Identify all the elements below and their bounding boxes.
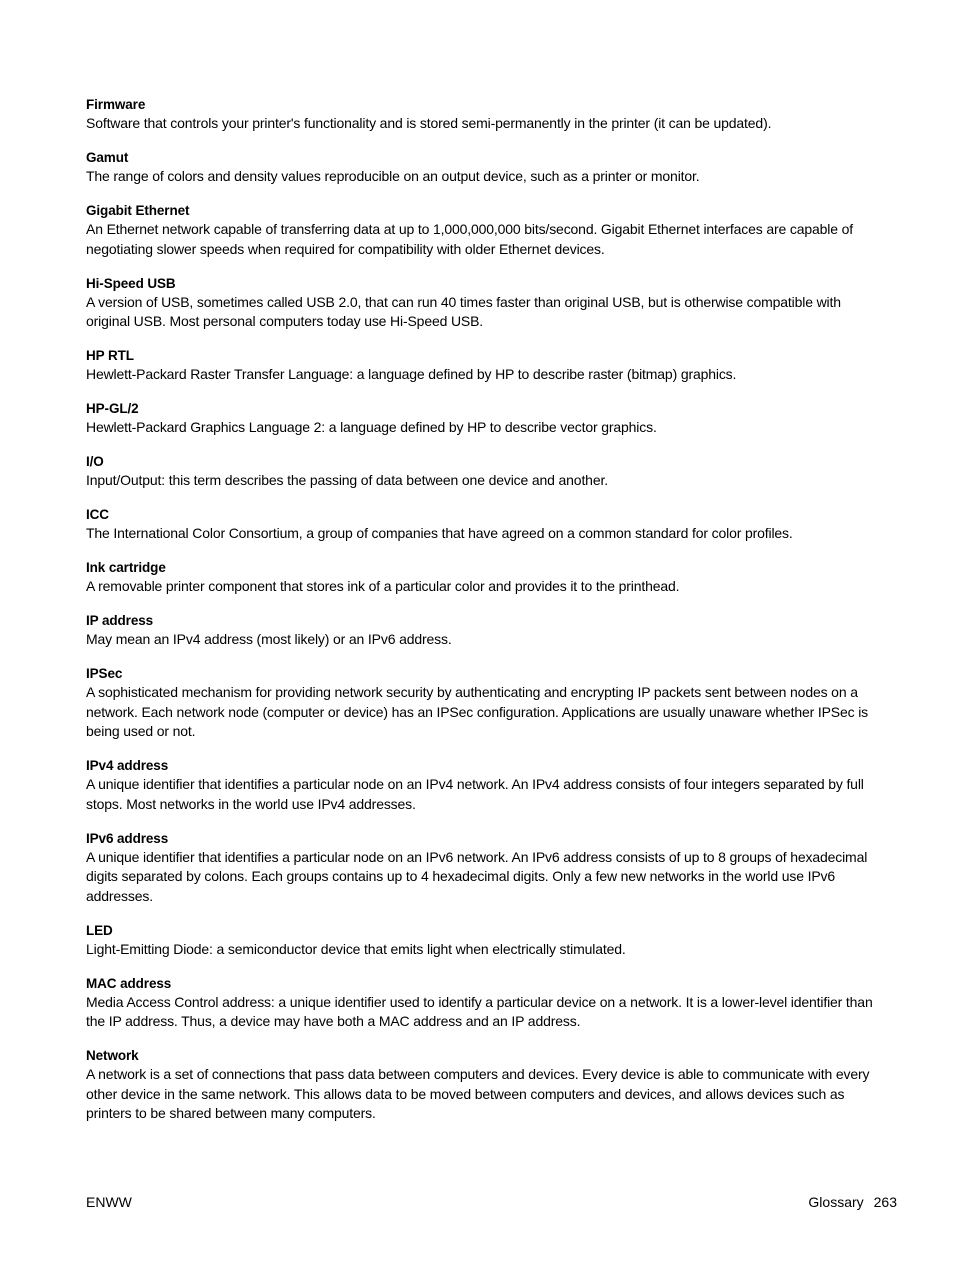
glossary-entry-hi-speed-usb — [86, 274, 886, 332]
glossary-definition: A unique identifier that identifies a particular node on an IPv4 network. An IPv4 address consists of four integers separated by full stops. Most networks in the world use IPv4 addresses. — [86, 776, 864, 812]
glossary-entry-ink-cartridge — [86, 558, 886, 597]
glossary-term: IPv4 address — [86, 758, 169, 773]
glossary-entry-hp-rtl — [86, 346, 886, 385]
footer-section-title: Glossary — [808, 1194, 864, 1210]
page-number: 263 — [873, 1194, 897, 1210]
glossary-entry-network — [86, 1046, 886, 1124]
glossary-entry-mac-address — [86, 974, 886, 1032]
glossary-definition: The range of colors and density values reproducible on an output device, such as a printer or monitor. — [86, 168, 700, 184]
glossary-definition: Hewlett-Packard Graphics Language 2: a language defined by HP to describe vector graphics. — [86, 419, 657, 435]
glossary-definition: A network is a set of connections that pass data between computers and devices. Every device is able to communicate with every other device in the same network. This allows data to be moved between computers and devices, and allows devices such as printers to be shared between many computers. — [86, 1066, 870, 1121]
glossary-term: Gamut — [86, 150, 129, 165]
glossary-term: IPSec — [86, 666, 123, 681]
glossary-entry-io — [86, 452, 886, 491]
glossary-definition: An Ethernet network capable of transferring data at up to 1,000,000,000 bits/second. Gigabit Ethernet interfaces are capable of negotiating slower speeds when required for compatibility with older Ethernet devices. — [86, 221, 854, 257]
glossary-definition: May mean an IPv4 address (most likely) or an IPv6 address. — [86, 631, 452, 647]
glossary-definition: A unique identifier that identifies a particular node on an IPv6 network. An IPv6 address consists of up to 8 groups of hexadecimal digits separated by colons. Each groups contains up to 4 hexadecimal digits. Only a few new networks in the world use IPv6 addresses. — [86, 848, 868, 904]
glossary-term: IP address — [86, 613, 154, 628]
glossary-term: ICC — [86, 507, 109, 522]
glossary-definition: The International Color Consortium, a group of companies that have agreed on a common standard for color profiles. — [86, 525, 793, 541]
glossary-definition: Media Access Control address: a unique identifier used to identify a particular device on a network. It is a lower-level identifier than the IP address. Thus, a device may have both a MAC address and an IP address. — [86, 993, 873, 1029]
glossary-term: LED — [86, 922, 113, 938]
glossary-definition: A removable printer component that stores ink of a particular color and provides it to the printhead. — [86, 578, 680, 594]
glossary-definition: Software that controls your printer's functionality and is stored semi-permanently in the printer (it can be updated). — [86, 115, 772, 131]
glossary-entry-led — [86, 921, 886, 960]
glossary-term: Firmware — [86, 97, 146, 112]
glossary-term: Gigabit Ethernet — [86, 203, 190, 218]
glossary-entry-gigabit-ethernet — [86, 201, 886, 259]
glossary-entry-firmware — [86, 95, 886, 134]
glossary-definition: Input/Output: this term describes the passing of data between one device and another. — [86, 472, 608, 488]
glossary-entry-hp-gl2 — [86, 399, 886, 438]
glossary-term: MAC address — [86, 975, 172, 991]
glossary-term: IPv6 address — [86, 830, 169, 846]
glossary-term: HP RTL — [86, 348, 134, 363]
glossary-entry-ip-address — [86, 611, 886, 650]
glossary-term: Hi-Speed USB — [86, 275, 176, 291]
glossary-list — [86, 95, 886, 1138]
glossary-definition: Hewlett-Packard Raster Transfer Language: a language defined by HP to describe raster (bitmap) graphics. — [86, 366, 737, 382]
glossary-definition: A sophisticated mechanism for providing network security by authenticating and encrypting IP packets sent between nodes on a network. Each network node (computer or device) has an IPSec configuration. Applications are usually unaware whether IPSec is being used or not. — [86, 684, 869, 739]
glossary-entry-ipv4-address — [86, 756, 886, 814]
glossary-entry-gamut — [86, 148, 886, 187]
glossary-term: Ink cartridge — [86, 560, 166, 575]
glossary-definition: A version of USB, sometimes called USB 2.0, that can run 40 times faster than original USB, but is otherwise compatible with original USB. Most personal computers today use Hi-Speed USB. — [86, 293, 841, 329]
glossary-term: I/O — [86, 454, 104, 469]
glossary-term: HP-GL/2 — [86, 401, 139, 416]
glossary-definition: Light-Emitting Diode: a semiconductor device that emits light when electrically stimulated. — [86, 940, 626, 957]
glossary-entry-ipsec — [86, 664, 886, 742]
glossary-term: Network — [86, 1048, 139, 1063]
footer-page-info — [808, 1193, 897, 1212]
footer-doc-id: ENWW — [86, 1194, 132, 1210]
glossary-entry-ipv6-address — [86, 829, 886, 907]
glossary-entry-icc — [86, 505, 886, 544]
